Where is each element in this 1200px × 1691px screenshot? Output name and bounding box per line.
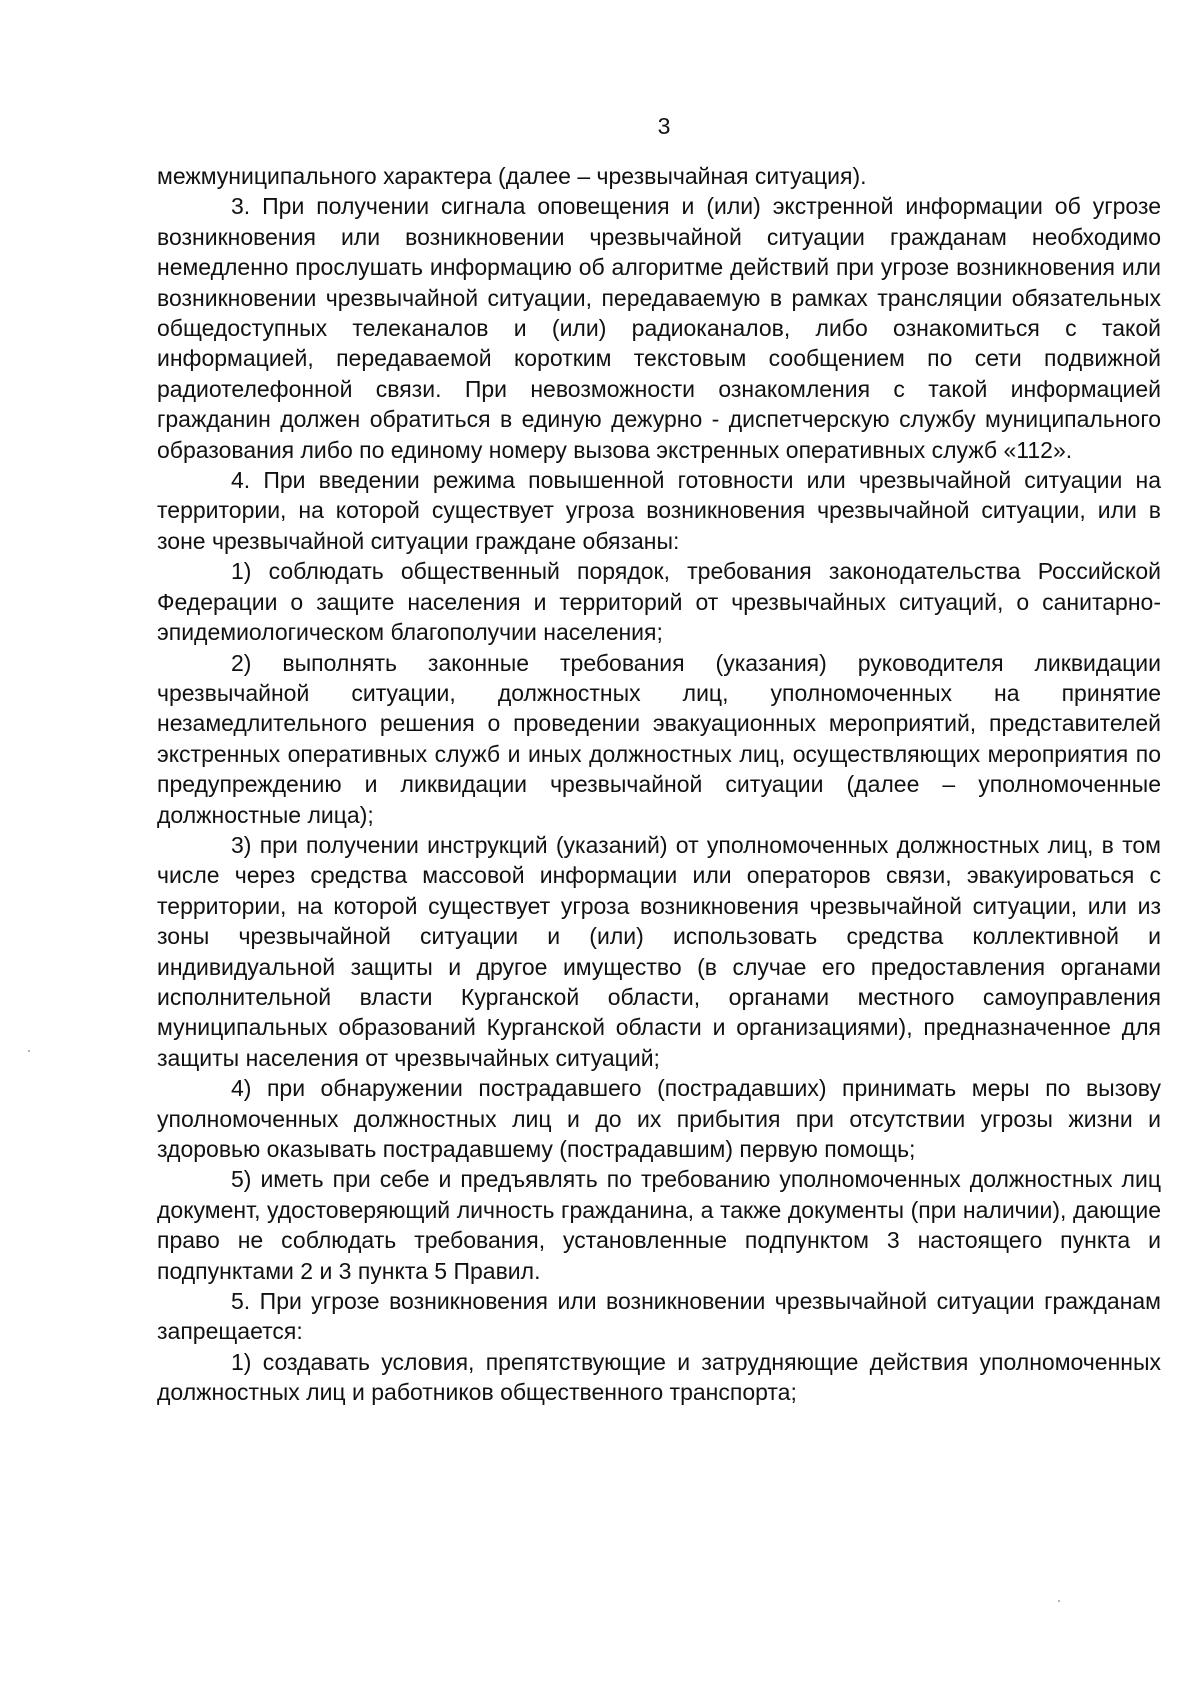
- paragraph-item-4-3: 3) при получении инструкций (указаний) от уполномоченных должностных лиц, в том числе через средства массовой информации или операторов связи, эвакуироваться с территории, на которой существует угроза возникновения чрезвычайной ситуации, или из зоны чрезвычайной ситуации и (или) использовать средства коллективной и индивидуальной защиты и другое имущество (в случае его предоставления органами исполнительной власти Курганской области, органами местного самоуправления муниципальных образований Курганской области и организациями), предназначенное для защиты населения от чрезвычайных ситуаций;: [157, 831, 1161, 1071]
- scan-speck: [28, 1050, 30, 1052]
- paragraph-item-4-5: 5) иметь при себе и предъявлять по требованию уполномоченных должностных лиц документ, удостоверяющий личность гражданина, а также документы (при наличии), дающие право не соблюдать требования, установленные подпунктом 3 настоящего пункта и подпунктами 2 и 3 пункта 5 Правил.: [157, 1166, 1161, 1284]
- page-number: 3: [657, 113, 671, 139]
- paragraph-item-4-4: 4) при обнаружении пострадавшего (пострадавших) принимать меры по вызову уполномоченных должностных лиц и до их прибытия при отсутствии угрозы жизни и здоровью оказывать пострадавшему (пострадавшим) первую помощь;: [157, 1075, 1161, 1162]
- paragraph-item-4-1: 1) соблюдать общественный порядок, требования законодательства Российской Федерации о защите населения и территорий от чрезвычайных ситуаций, о санитарно-эпидемиологическом благополучии населения;: [157, 558, 1161, 646]
- paragraph-item-5-1: 1) создавать условия, препятствующие и затрудняющие действия уполномоченных должностных лиц и работников общественного транспорта;: [157, 1348, 1161, 1406]
- paragraph-item-5: 5. При угрозе возникновения или возникновении чрезвычайной ситуации гражданам запрещается:: [157, 1288, 1161, 1345]
- document-body: [157, 161, 1161, 1408]
- paragraph-item-4-2: 2) выполнять законные требования (указания) руководителя ликвидации чрезвычайной ситуации, должностных лиц, уполномоченных на принятие незамедлительного решения о проведении эвакуационных мероприятий, представителей экстренных оперативных служб и иных должностных лиц, осуществляющих мероприятия по предупреждению и ликвидации чрезвычайной ситуации (далее – уполномоченные должностные лица);: [157, 649, 1161, 828]
- paragraph-continuation: межмуниципального характера (далее – чрезвычайная ситуация).: [157, 163, 867, 189]
- scan-speck: [1058, 1600, 1060, 1602]
- paragraph-item-3: 3. При получении сигнала оповещения и (или) экстренной информации об угрозе возникновения или возникновении чрезвычайной ситуации гражданам необходимо немедленно прослушать информацию об алгоритме действий при угрозе возникновения или возникновении чрезвычайной ситуации, передаваемую в рамках трансляции обязательных общедоступных телеканалов и (или) радиоканалов, либо ознакомиться с такой информацией, передаваемой коротким текстовым сообщением по сети подвижной радиотелефонной связи. При невозможности ознакомления с такой информацией гражданин должен обратиться в единую дежурно - диспетчерскую службу муниципального образования либо по единому номеру вызова экстренных оперативных служб «112».: [157, 193, 1161, 463]
- paragraph-item-4: 4. При введении режима повышенной готовности или чрезвычайной ситуации на территории, на которой существует угроза возникновения чрезвычайной ситуации, или в зоне чрезвычайной ситуации граждане обязаны:: [157, 467, 1161, 554]
